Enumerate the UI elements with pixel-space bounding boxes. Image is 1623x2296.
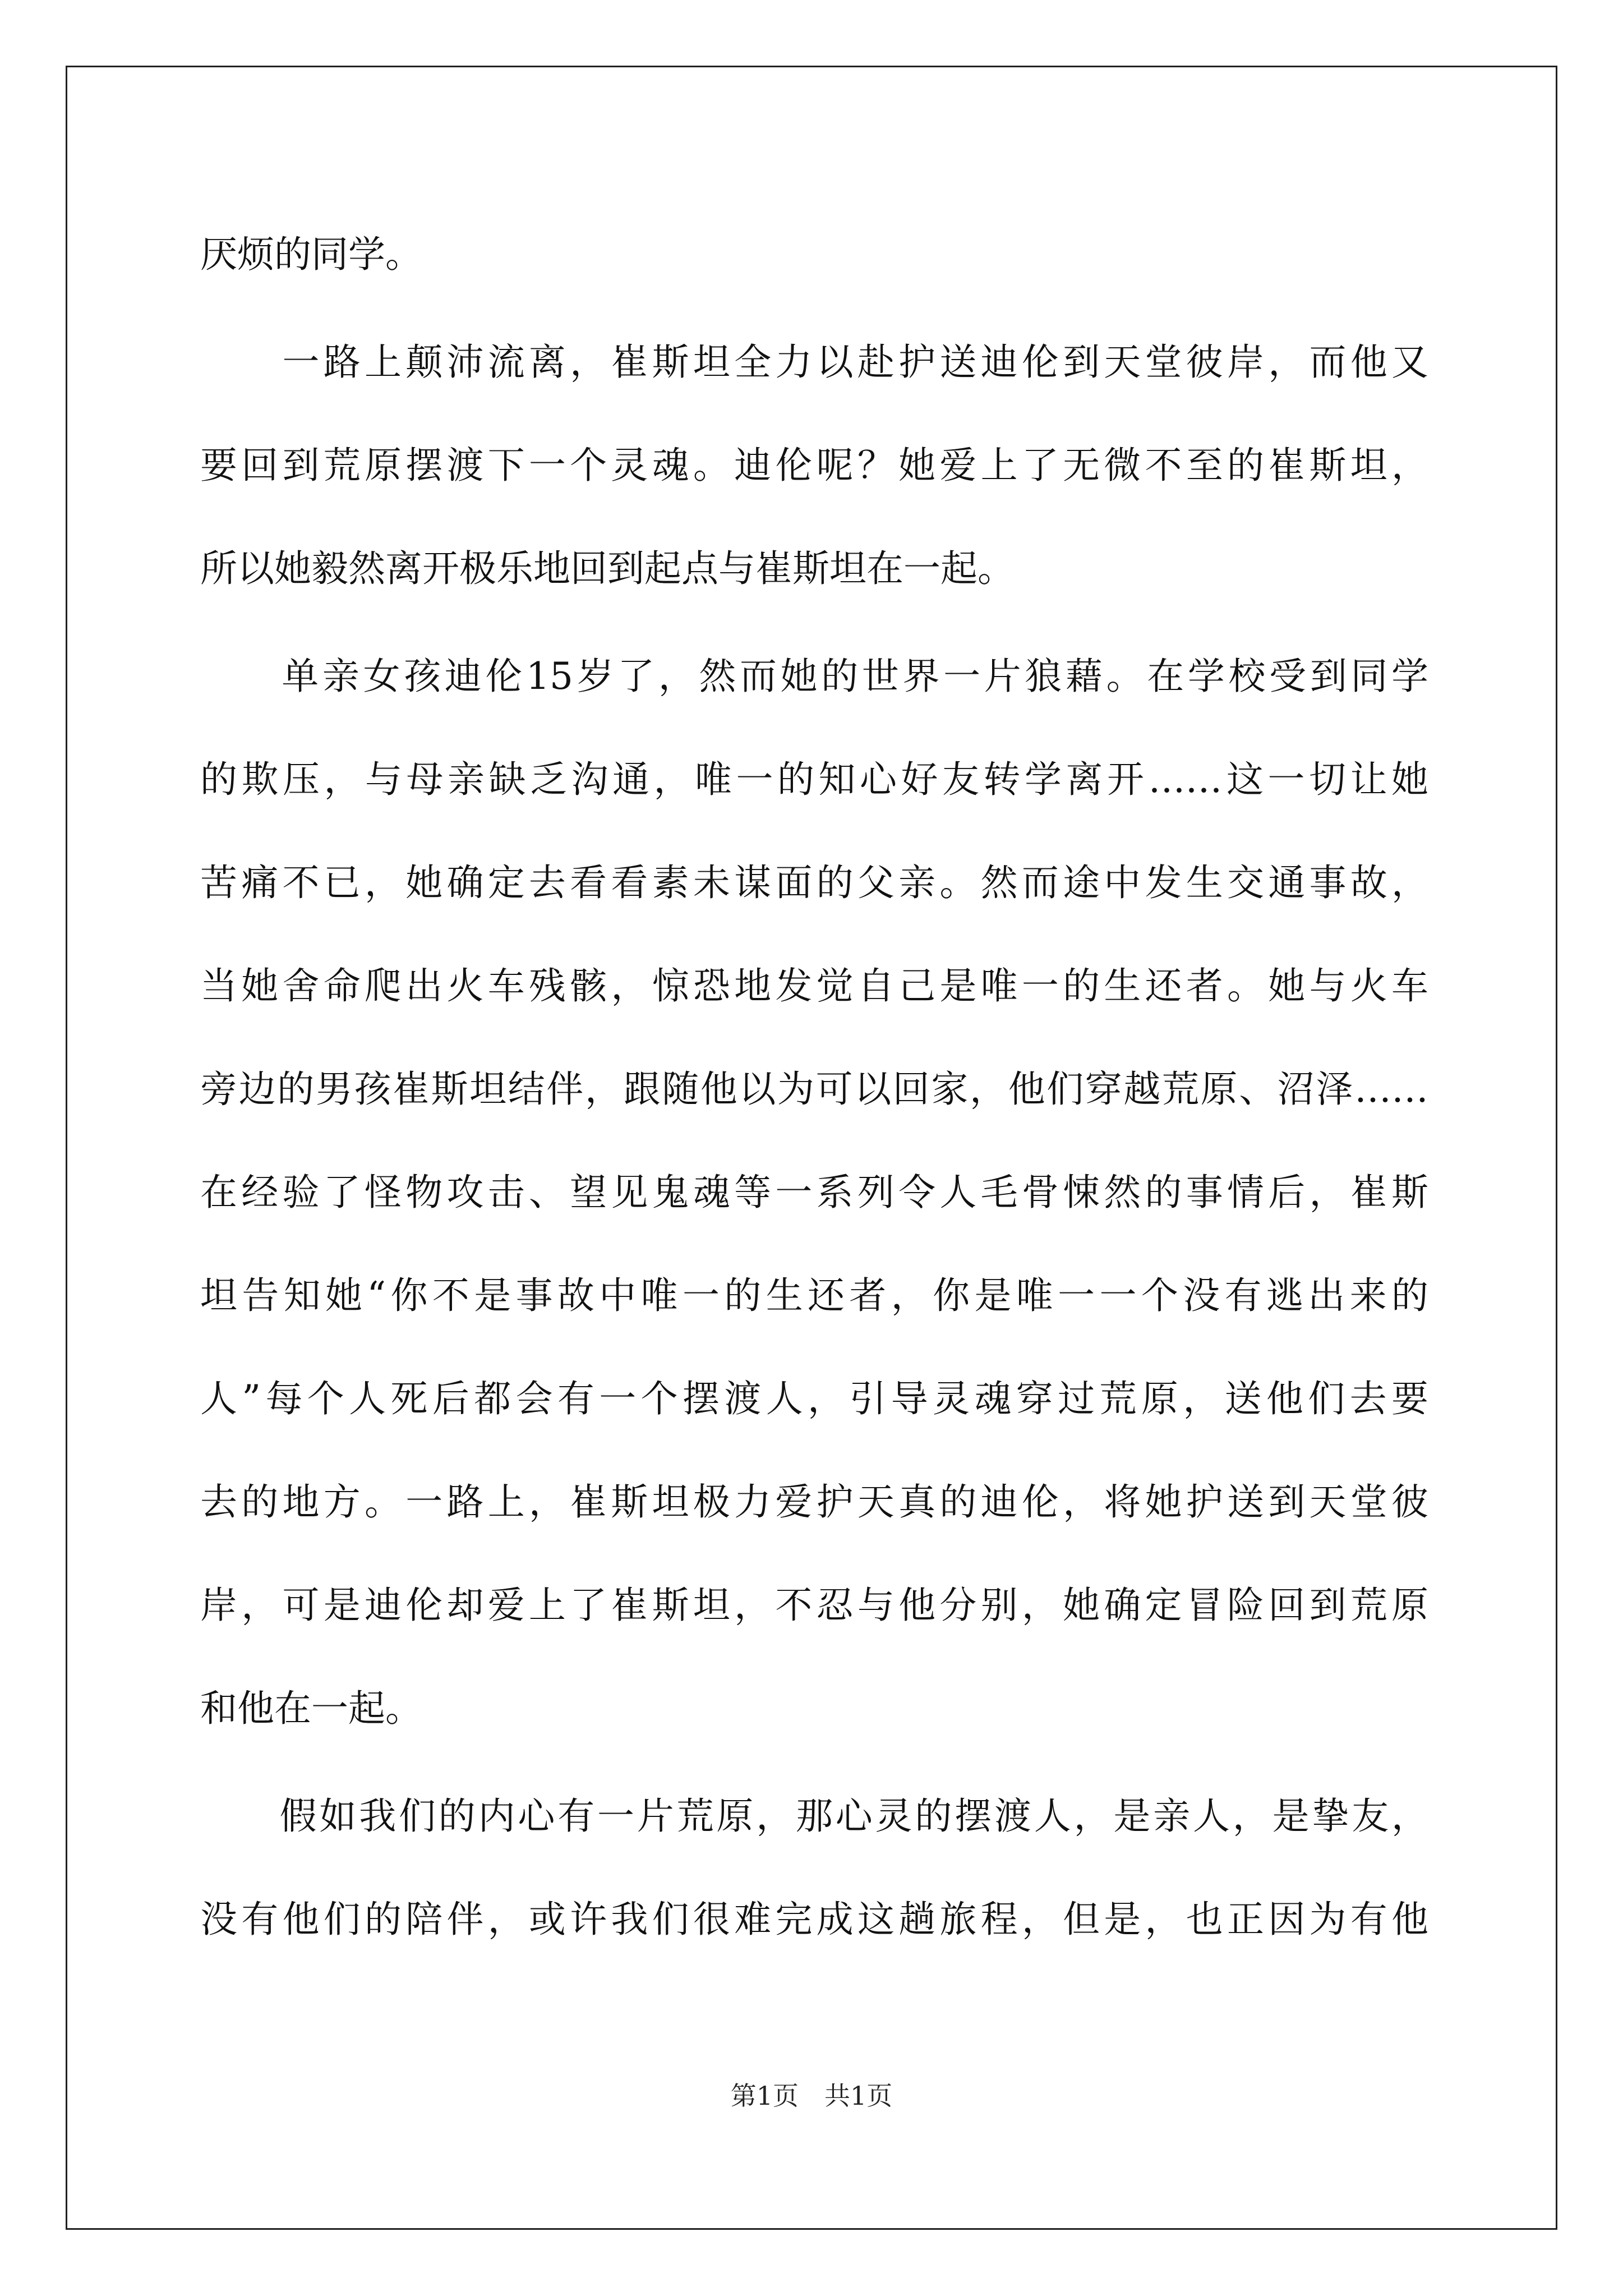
text-line: 没有他们的陪伴，或许我们很难完成这趟旅程，但是，也正因为有他 [200, 1898, 1428, 1941]
text-line: 假如我们的内心有一片荒原，那心灵的摆渡人，是亲人，是挚友， [200, 1795, 1428, 1838]
text-line: 一路上颠沛流离，崔斯坦全力以赴护送迪伦到天堂彼岸，而他又 [200, 341, 1428, 384]
text-line: 当她舍命爬出火车残骸，惊恐地发觉自己是唯一的生还者。她与火车 [200, 964, 1428, 1007]
text-line: 要回到荒原摆渡下一个灵魂。迪伦呢？她爱上了无微不至的崔斯坦， [200, 444, 1428, 487]
text-line: 旁边的男孩崔斯坦结伴，跟随他以为可以回家，他们穿越荒原、沼泽…… [200, 1068, 1428, 1111]
text-line: 厌烦的同学。 [200, 233, 422, 276]
text-line: 单亲女孩迪伦15岁了，然而她的世界一片狼藉。在学校受到同学 [200, 655, 1428, 698]
text-line: 在经验了怪物攻击、望见鬼魂等一系列令人毛骨悚然的事情后，崔斯 [200, 1171, 1428, 1214]
text-line: 苦痛不已，她确定去看看素未谋面的父亲。然而途中发生交通事故， [200, 861, 1428, 904]
page-number-footer: 第1页 共1页 [730, 2081, 893, 2111]
text-line: 人”每个人死后都会有一个摆渡人，引导灵魂穿过荒原，送他们去要 [200, 1377, 1428, 1420]
text-line: 所以她毅然离开极乐地回到起点与崔斯坦在一起。 [200, 547, 1015, 590]
text-line: 和他在一起。 [200, 1687, 422, 1730]
text-line: 岸，可是迪伦却爱上了崔斯坦，不忍与他分别，她确定冒险回到荒原 [200, 1584, 1428, 1627]
text-line: 坦告知她“你不是事故中唯一的生还者，你是唯一一个没有逃出来的 [200, 1274, 1428, 1317]
document-body [200, 203, 1428, 1971]
text-line: 的欺压，与母亲缺乏沟通，唯一的知心好友转学离开……这一切让她 [200, 758, 1428, 801]
text-line: 去的地方。一路上，崔斯坦极力爱护天真的迪伦，将她护送到天堂彼 [200, 1480, 1428, 1524]
